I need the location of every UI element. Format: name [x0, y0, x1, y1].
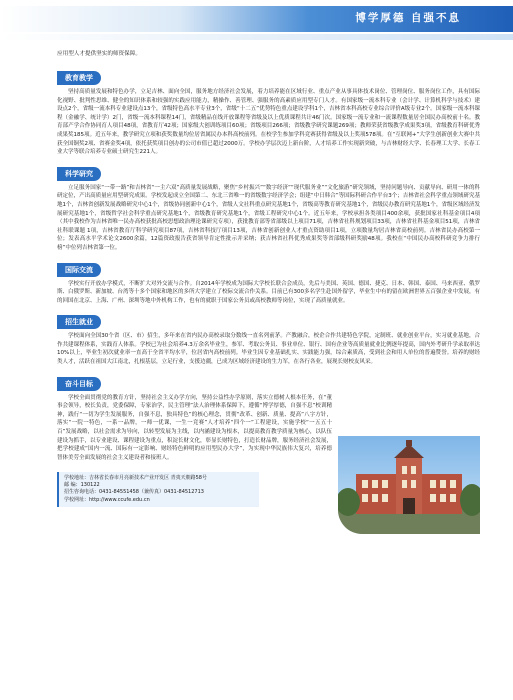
header-decoration [0, 34, 513, 40]
section-title: 国际交流 [57, 263, 101, 277]
section-text: 学校面向全国30个省（区、市）招生，多年来在省内民办高校录取分数线一直名列前茅。产教融合，校企合作共建特色学院，定制班、就业创业平台，实习就业基地，合作共建课程体系，实践育人体系。学校已为社会培养4.3万余名毕业生，参军、考取公务员、事业单位、银行、国有企业等高质量就业比例逐年提高，国内外考研升学录取率达10%以上，毕业生初次就业率一直高于全省平均水平，位居省内高校前列。毕业生因专业基础扎实、实践能力强，综合素质高，受到社会和用人单位的普遍赞誉。培养的财经类人才，活跃在祖国大江南北，扎根基层，立足行业，支援边疆，已成为区域经济建设的生力军，在各行各业，展现长财校友风采。 [57, 333, 480, 366]
postcode: 邮 编：130122 [64, 482, 100, 489]
section-title: 教育教学 [57, 71, 101, 85]
header-banner [0, 0, 513, 44]
section-title: 奋斗目标 [57, 377, 101, 391]
section-goals [57, 371, 480, 532]
contact-info-box [57, 472, 259, 508]
section-text: 学校全面贯彻党的教育方针，坚持社会主义办学方向，坚持公益性办学原则，落实立德树人根本任务，在“董事会领导，校长负责，党委保障，专家治学，民主管理”法人治理体系保障下，遵循“博学厚德，自强不息”校训精神，践行“一切为学生发展服务，自强不息，独具特色”的核心理念，贯彻“改革、创新、质量、提高”八字方针，落实“一院一特色，一系一品牌，一师一优课，一生一竞赛”人才培养“四个一”工程建设，实施学校“一五五十百”发展战略，以社会需求为导向，以转型发展为主线，以内涵建设为根本，以提高教育教学质量为核心，以队伍建设为抓手，以专业建设、课程建设为重点，积淀长财文化，彰显长财特色，打造长财品牌，服务经济社会发展，把学校建成“国内一流、国际有一定影响、财经特色鲜明的应用型民办大学”，为实现中华民族伟大复兴，培养德智体美劳全面发展的社会主义建设者和接班人。 [57, 394, 333, 461]
school-address: 学校地址：吉林省长春市月亮新技术产业开发区 青夷天朝路58号 [64, 474, 207, 481]
section-title: 招生就业 [57, 315, 101, 329]
school-motto: 博学厚德 自强不息 [355, 12, 461, 24]
section-education [57, 65, 480, 157]
section-text: 立足服务国家“一带一路”和吉林省“一主六双”高质量发展战略，聚焦“乡村振兴”“数字经济”“现代服务业”“文化旅游”研究领域，坚持问题导向、贡献导向、研用一体的科研定位，产出高质量应用型研究成果。学校发起成立全国第二、东北三省唯一的省级数字经济学会；组建“中日韩合”等国际科研合作平台3个；吉林省社会科学重点领域研究基地1个，吉林省创新发展战略研究中心1个，省级协同创新中心1个，省级人文社科重点研究基地1个，省级高等教育研究基地1个，省级民办教育研究基地1个，省级区域经济发展研究基地1个，省级哲学社会科学重点研究基地1个，省级教育研究基地1个，省级工程研究中心1个。近五年来，学校承担各类项目400余项，获批国家社科基金项目4项（其中我校作为吉林省唯一民办高校获批高校思想政治理论课研究专项），获批教育部等省部级以上项目71项，吉林省社科规划项目33项，吉林省社科基金项目51项，吉林省社科联课题 1项，吉林省教育厅科学研究项目87项，吉林省科技厅项目13项，吉林省创新创业人才重点资助项目1项，立项数量均居吉林省高校前列。吉林省民办高校第一位；发表高水平学术论文2600余篇，12篇资政报告获省领导肯定性批示并采纳；获吉林省社科优秀成果奖等省部级科研奖励48项。我校在“中国民办高校科研竞争力排行榜”中位列吉林省第一位。 [57, 184, 480, 251]
document-body [57, 50, 480, 532]
campus-building-image [338, 436, 480, 534]
campus-building-photo [338, 436, 480, 534]
section-research [57, 161, 480, 253]
goals-block [57, 394, 480, 532]
intro-text: 应用型人才提供坚实的师资保障。 [57, 51, 141, 57]
section-text: 学校实行开放办学模式，不断扩大对外交流与合作。自2014年学校成为国际大学校长联合会成员，先后与美国、英国、德国、捷克、日本、韩国、泰国、马来西亚、俄罗斯、白俄罗斯、新加坡、台湾等十多个国家和地区的多所大学建立了校际交流合作关系。目前已有300多名学生赴国外留学，毕业生中有的留在欧洲世界五百强企业中发展，有的回国在北京、上海、广州、深圳等地中外机构工作，也有的就职于国家公务员或高校教师等岗位，实现了高质量就业。 [57, 280, 481, 304]
school-website[interactable]: 学校网址：http://www.ccufe.edu.cn [64, 496, 150, 503]
section-title: 科学研究 [57, 167, 101, 181]
section-admissions [57, 309, 480, 366]
section-text: 坚持高质量发展和特色办学，立足吉林、面向全国，服务地方经济社会发展，着力培养能在区域行业、重点产业从事具体技术岗位、管理岗位、服务岗位工作，具有国际化视野、批判性思维、健全的知识体系和较强的实践应用能力，精操作、善管理、强服务的高素质应用型专门人才。有国家级一流本科专业（会计学、计算机科学与技术）建设点2个，省级一流本科专业建设点13个，省级特色高水平专业3个，省级“十二五”优势特色重点建设学科1个，吉林省本科高校专业综合评价A级专业2个。国家级一流本科课程（金融学、统计学）2门，省级一流本科课程14门，省级精品在线开放课程等省级及以上优质课程共计46门次。国家级一流专业和一流课程数量居全国民办高校前十名。教育部产学合作协同育人项目48项，省教育厅42项；国家级大创训练项目60项；省级项目266项；省级教学研究课题269项；教师荣获省级教学成果奖3项，省级教育科研优秀成果奖185项。近五年来，教学研究立项和获奖数量均位居省属民办本科高校前列。在校学生参加学科竞赛获得省级及以上奖项578项。在“互联网+”大学生创新创业大赛中共获全国铜奖2项、省赛金奖4项，依托获奖项目创办的公司市值已超过2000万。学校办学层次迈上新台阶，人才培养工作实现新突破，与吉林财经大学、长春理工大学、长春工业大学等联合培养专业硕士研究生221人。 [57, 89, 480, 156]
admission-phone: 招生咨询电话：0431-84551458（兼传真）0431-84512713 [64, 489, 204, 496]
section-international [57, 257, 480, 306]
